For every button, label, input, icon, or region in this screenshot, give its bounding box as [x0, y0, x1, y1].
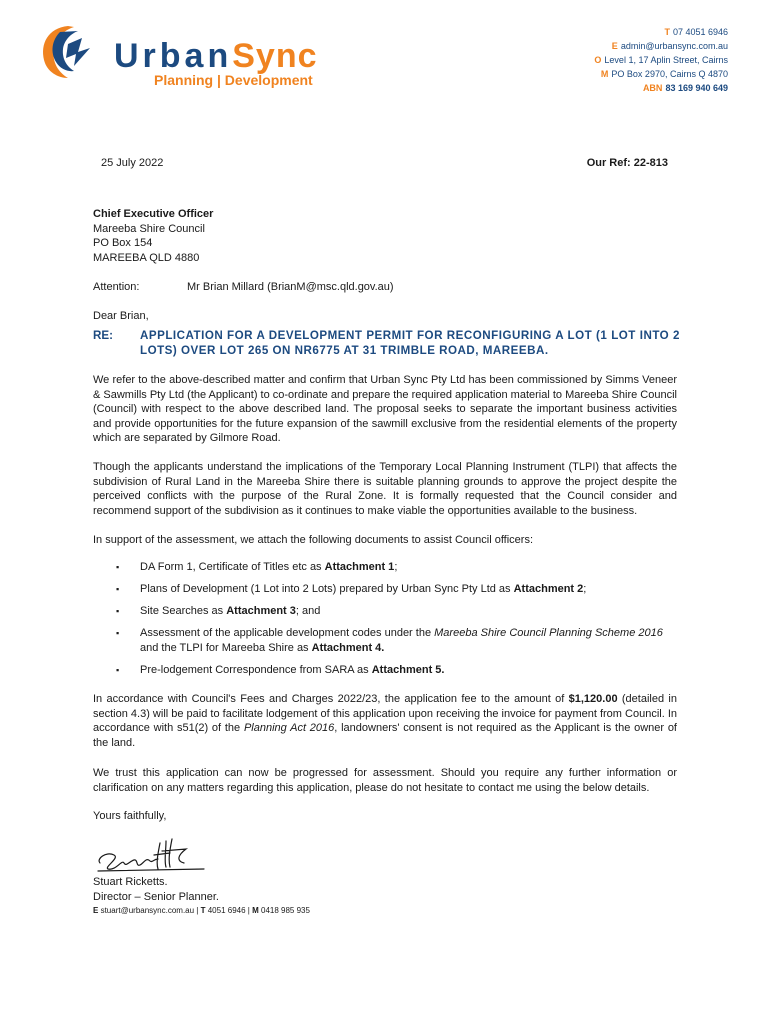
application-fee: $1,120.00 [568, 693, 618, 705]
paragraph-3: In support of the assessment, we attach the following documents to assist Council officers: [93, 534, 534, 546]
salutation: Dear Brian, [93, 310, 149, 322]
paragraph-5: We trust this application can now be progressed for assessment. Should you require any further information or clarification on any matters regarding this application, please do not hesitate to contact me using the below details. [93, 767, 677, 794]
signatory-email[interactable]: stuart@urbansync.com.au [100, 906, 195, 915]
list-item: ▪ Site Searches as Attachment 3; and [116, 604, 676, 619]
list-item: ▪ DA Form 1, Certificate of Titles etc as Attachment 1; [116, 560, 676, 575]
subject-label: RE: [93, 329, 113, 342]
attachment-list [116, 560, 676, 685]
logo-word-sync: Sync [232, 37, 318, 75]
list-item: ▪ Plans of Development (1 Lot into 2 Lots) prepared by Urban Sync Pty Ltd as Attachment 2; [116, 582, 676, 597]
paragraph-2: Though the applicants understand the implications of the Temporary Local Planning Instrument (TLPI) that affects the subdivision of Rural Land in the Mareeba Shire there is suitable planning grounds to approve the project despite the perceived conflicts with the purpose of the Rural Zone. It is formally requested that the Council consider and recommend support of the subdivision as it continues to make viable the opportunities available to the business. [93, 461, 677, 517]
contact-office: O Level 1, 17 Aplin Street, Cairns [594, 55, 728, 65]
list-item: ▪ Assessment of the applicable development codes under the Mareeba Shire Council Planning Scheme 2016 and the TLPI for Mareeba Shire as Attachment 4. [116, 626, 676, 655]
subject-text: APPLICATION FOR A DEVELOPMENT PERMIT FOR RECONFIGURING A LOT (1 LOT INTO 2 LOTS) OVER LOT 265 ON NR6775 AT 31 TRIMBLE ROAD, MAREEBA. [140, 329, 680, 357]
contact-email: E admin@urbansync.com.au [611, 41, 728, 51]
signatory-block [93, 875, 219, 904]
signatory-name: Stuart Ricketts. [93, 876, 168, 888]
recipient-title: Chief Executive Officer [93, 208, 214, 220]
urbansync-logo [38, 22, 338, 96]
recipient-org: Mareeba Shire Council [93, 222, 205, 235]
recipient-address [93, 207, 213, 265]
contact-mail: M PO Box 2970, Cairns Q 4870 [600, 69, 728, 79]
closing: Yours faithfully, [93, 810, 167, 822]
letter-date: 25 July 2022 [101, 157, 164, 169]
attention-line [93, 280, 673, 295]
list-item: ▪ Pre-lodgement Correspondence from SARA as Attachment 5. [116, 663, 676, 678]
logo-swoosh-icon [38, 22, 118, 82]
contact-phone: T 07 4051 6946 [664, 27, 728, 37]
logo-tagline: Planning | Development [154, 72, 313, 88]
paragraph-4: In accordance with Council's Fees and Charges 2022/23, the application fee to the amount of $1,120.00 (detailed in section 4.3) will be paid to facilitate lodgement of this application upon receiving the invoice for payment from Council. In accordance with s51(2) of the Planning Act 2016, landowners' consent is not required as the Applicant is the owner of the land. [93, 693, 677, 749]
attention-label: Attention: [93, 281, 140, 293]
recipient-po-box: PO Box 154 [93, 237, 153, 250]
logo-word-urban: Urban [114, 37, 233, 75]
attention-value: Mr Brian Millard (BrianM@msc.qld.gov.au) [187, 281, 394, 293]
contact-abn: ABN 83 169 940 649 [642, 83, 728, 93]
act-reference: Planning Act 2016 [243, 722, 335, 735]
signatory-title: Director – Senior Planner. [93, 890, 219, 903]
our-reference: Our Ref: 22-813 [586, 157, 668, 169]
recipient-city: MAREEBA QLD 4880 [93, 251, 200, 264]
logo-wordmark [114, 36, 318, 76]
paragraph-1: We refer to the above-described matter and confirm that Urban Sync Pty Ltd has been commissioned by Simms Veneer & Sawmills Pty Ltd (the Applicant) to co-ordinate and prepare the required application material to Mareeba Shire Council (Council) with respect to the above described land. The proposal seeks to separate the important business activities and provide opportunities for the future expansion of the sawmill exclusive from the residential elements of the property which are separated by Gilmore Road. [93, 374, 677, 445]
contact-block [594, 25, 728, 95]
signatory-contact: E stuart@urbansync.com.au | T 4051 6946 | M 0418 985 935 [93, 906, 310, 915]
handwritten-signature [94, 833, 224, 877]
